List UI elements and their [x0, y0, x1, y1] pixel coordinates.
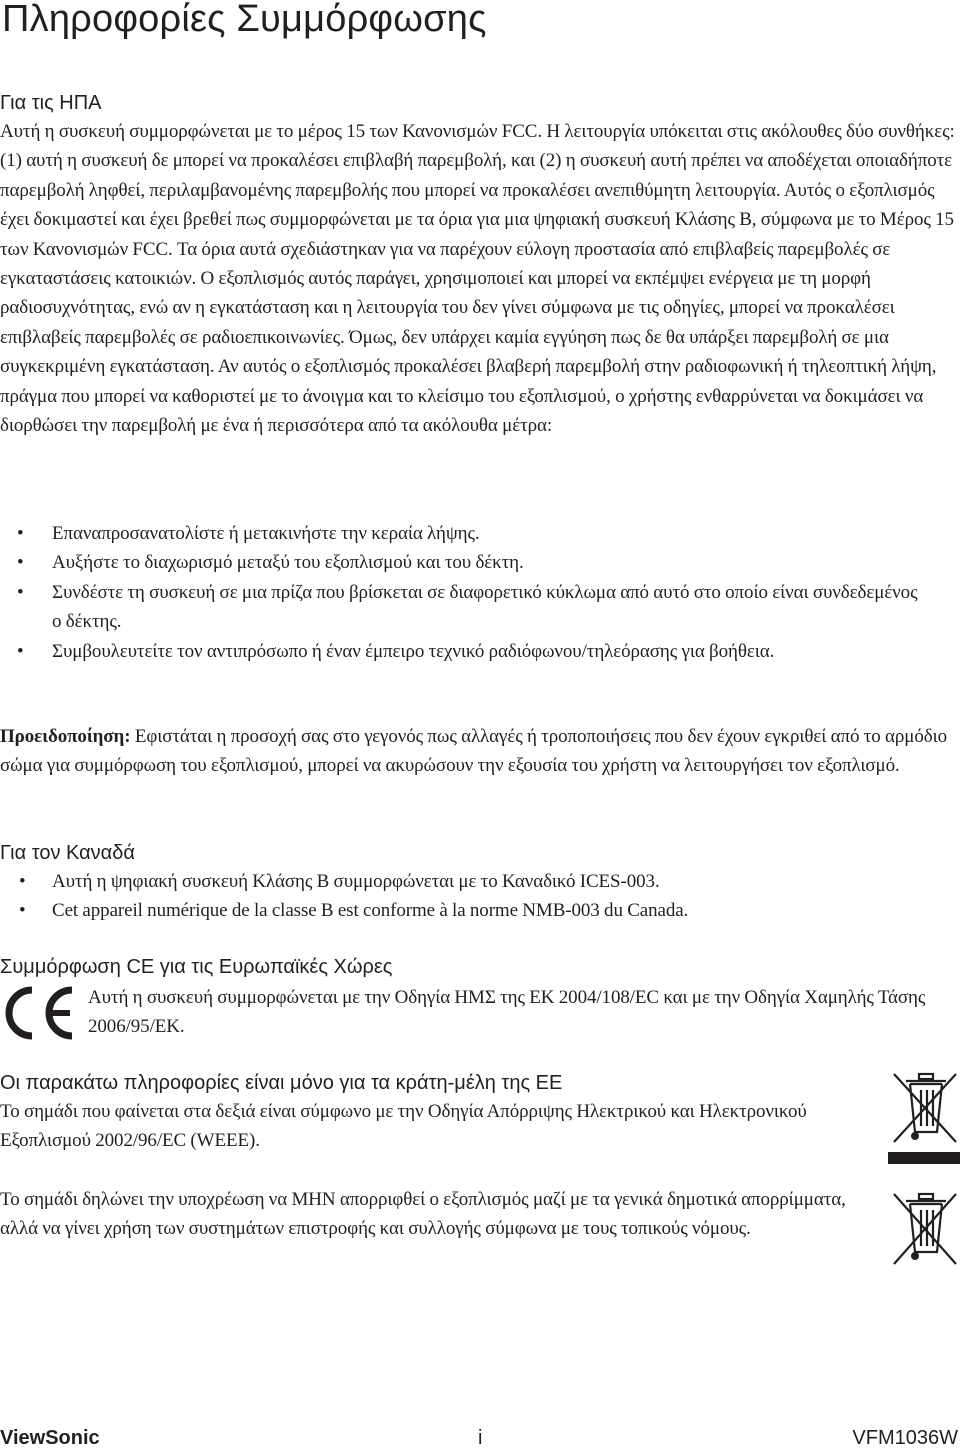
crossed-out-wheelie-bin-icon [888, 1188, 960, 1270]
warning-paragraph [0, 722, 960, 781]
warning-label: Προειδοποίηση: [0, 726, 131, 747]
footer-brand: ViewSonic [0, 1427, 100, 1449]
eu-paragraph-1: Το σημάδι που φαίνεται στα δεξιά είναι σύμφωνο με την Οδηγία Απόρριψης Ηλεκτρικού και Ηλεκτρονικού Εξοπλισμού 2002/96/EC (WEEE). [0, 1101, 807, 1152]
ce-heading: Συμμόρφωση CE για τις Ευρωπαϊκές Χώρες [0, 956, 393, 978]
eu-heading: Οι παρακάτω πληροφορίες είναι μόνο για τα κράτη-μέλη της ΕΕ [0, 1072, 563, 1094]
list-item: • Επαναπροσανατολίστε ή μετακινήστε την κεραία λήψης. [0, 519, 960, 548]
usa-heading: Για τις ΗΠΑ [0, 92, 102, 114]
ce-mark-icon [2, 986, 76, 1040]
page-title: Πληροφορίες Συμμόρφωσης [2, 0, 487, 40]
warning-text: Εφιστάται η προσοχή σας στο γεγονός πως αλλαγές ή τροποποιήσεις που δεν έχουν εγκριθεί από το αρμόδιο σώμα για συμμόρφωση του εξοπλισμού, μπορεί να ακυρώσουν την εξουσία του χρήστη να λειτουργήσει τον εξοπλισμό. [0, 726, 948, 777]
list-item: • Cet appareil numérique de la classe B est conforme à la norme NMB-003 du Canada. [0, 896, 960, 925]
list-item: • Αυτή η ψηφιακή συσκευή Κλάσης B συμμορφώνεται με το Καναδικό ICES-003. [0, 867, 960, 896]
list-item: • Συνδέστε τη συσκευή σε μια πρίζα που βρίσκεται σε διαφορετικό κύκλωμα από αυτό στο οποίο είναι συνδεδεμένος ο δέκτης. [0, 578, 960, 637]
list-item: • Συμβουλευτείτε τον αντιπρόσωπο ή έναν έμπειρο τεχνικό ραδιόφωνου/τηλεόρασης για βοήθεια. [0, 637, 960, 666]
footer-page-number: i [478, 1427, 483, 1449]
usa-bullet-list [0, 519, 960, 666]
canada-bullet-list [0, 867, 960, 926]
footer-model: VFM1036W [852, 1427, 958, 1449]
crossed-out-wheelie-bin-with-bar-icon [888, 1068, 960, 1168]
canada-heading: Για τον Καναδά [0, 842, 135, 864]
page-footer [0, 1424, 960, 1452]
ce-text: Αυτή η συσκευή συμμορφώνεται με την Οδηγία ΗΜΣ της ΕΚ 2004/108/EC και με την Οδηγία Χαμηλής Τάσης 2006/95/ΕΚ. [88, 987, 926, 1038]
usa-paragraph: Αυτή η συσκευή συμμορφώνεται με το μέρος 15 των Κανονισμών FCC. Η λειτουργία υπόκειται στις ακόλουθες δύο συνθήκες: (1) αυτή η συσκευή δε μπορεί να προκαλέσει επιβλαβή παρεμβολή, και (2) η συσκευή αυτή πρέπει να αποδέχεται οποιαδήποτε παρεμβολή ληφθεί, περιλαμβανομένης παρεμβολής που μπορεί να προκαλέσει ανεπιθύμητη λειτουργία. Αυτός ο εξοπλισμός έχει δοκιμαστεί και έχει βρεθεί πως συμμορφώνεται με τα όρια για μια ψηφιακή συσκευή Κλάσης B, σύμφωνα με το Μέρος 15 των Κανονισμών FCC. Τα όρια αυτά σχεδιάστηκαν για να παρέχουν εύλογη προστασία από επιβλαβείς παρεμβολές σε εγκαταστάσεις κατοικιών. Ο εξοπλισμός αυτός παράγει, χρησιμοποιεί και μπορεί να εκπέμψει ενέργεια με τη μορφή ραδιοσυχνότητας, ενώ αν η εγκατάσταση και η λειτουργία του δεν γίνει σύμφωνα με τις οδηγίες, μπορεί να προκαλέσει επιβλαβείς παρεμβολές σε ραδιοεπικοινωνίες. Όμως, δεν υπάρχει καμία εγγύηση πως δε θα υπάρξει παρεμβολή σε μια συγκεκριμένη εγκατάσταση. Αν αυτός ο εξοπλισμός προκαλέσει βλαβερή παρεμβολή στην ραδιοφωνική ή τηλεοπτική λήψη, πράγμα που μπορεί να καθοριστεί με το άνοιγμα και το κλείσιμο του εξοπλισμού, ο χρήστης ενθαρρύνεται να δοκιμάσει να διορθώσει την παρεμβολή με ένα ή περισσότερα από τα ακόλουθα μέτρα: [0, 121, 955, 437]
eu-paragraph-2: Το σημάδι δηλώνει την υποχρέωση να ΜΗΝ απορριφθεί ο εξοπλισμός μαζί με τα γενικά δημοτικά απορρίμματα, αλλά να γίνει χρήση των συστημάτων επιστροφής και συλλογής σύμφωνα με τους τοπικούς νόμους. [0, 1189, 846, 1240]
list-item: • Αυξήστε το διαχωρισμό μεταξύ του εξοπλισμού και του δέκτη. [0, 548, 960, 577]
